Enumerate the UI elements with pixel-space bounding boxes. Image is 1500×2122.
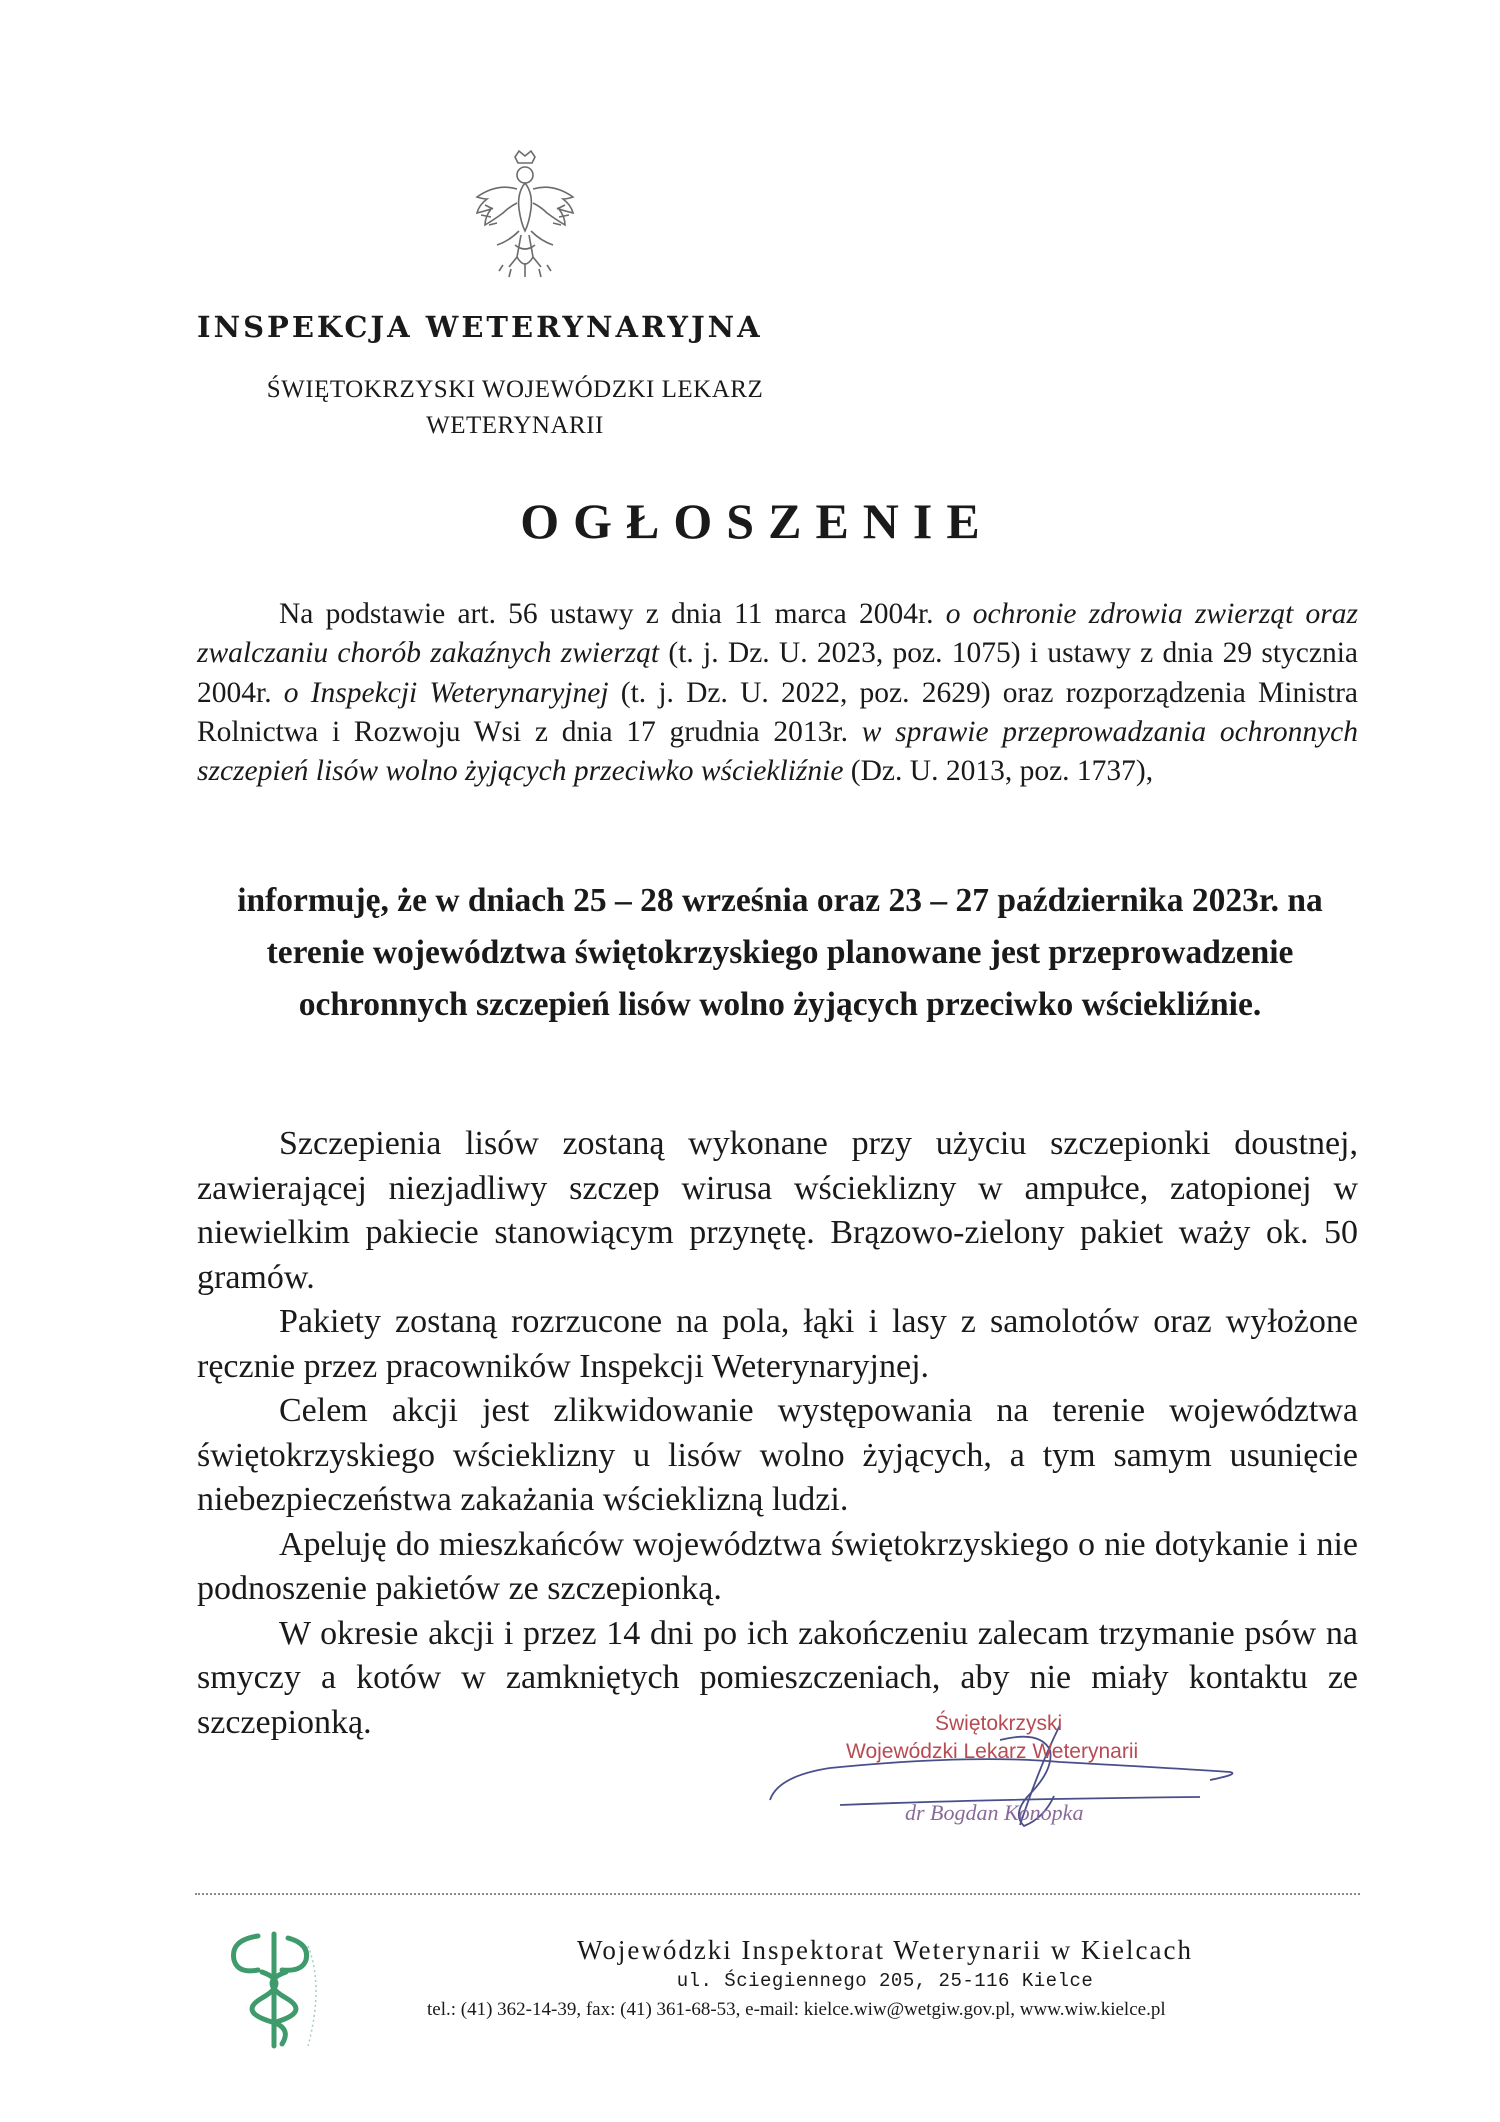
stamp-line-1: Świętokrzyski: [935, 1712, 1063, 1735]
organization-name: INSPEKCJA WETERYNARYJNA: [197, 310, 763, 344]
paragraph-pet-advice: W okresie akcji i przez 14 dni po ich zakończeniu zalecam trzymanie psów na smyczy a kotów w zamkniętych pomieszczeniach, aby nie miały kontaktu ze szczepionką.: [197, 1614, 1358, 1741]
authority-line-1: ŚWIĘTOKRZYSKI WOJEWÓDZKI LEKARZ: [266, 376, 764, 403]
intro-law-title-3: w sprawie przeprowadzania ochronnych szczepień lisów wolno żyjących przeciwko wściekliźnie: [197, 715, 1359, 788]
footer-address: ul. Ściegiennego 205, 25-116 Kielce: [676, 1970, 1094, 1992]
intro-law-title-1: o ochronie zdrowia zwierząt oraz zwalczaniu chorób zakaźnych zwierząt: [197, 598, 1358, 670]
footer-divider: [195, 1893, 1360, 1895]
legal-basis-paragraph: [197, 595, 1358, 791]
caduceus-icon: [218, 1926, 328, 2056]
document-title: OGŁOSZENIE: [520, 493, 994, 549]
stamp-line-2: Wojewódzki Lekarz Weterynarii: [846, 1740, 1139, 1763]
footer-contact: tel.: (41) 362-14-39, fax: (41) 361-68-53, e-mail: kielce.wiw@wetgiw.gov.pl, www.wiw.kielce.pl: [427, 1999, 1166, 2020]
authority-title: [215, 372, 815, 444]
announcement-statement: informuję, że w dniach 25 – 28 września oraz 23 – 27 października 2023r. na terenie województwa świętokrzyskiego planowane jest przeprowadzenie ochronnych szczepień lisów wolno żyjących przeciwko wściekliźnie.: [237, 882, 1323, 1023]
body-text: [197, 1122, 1358, 1745]
stamp-signatory: dr Bogdan Konopka: [905, 1800, 1084, 1825]
authority-line-2: WETERYNARII: [426, 412, 604, 439]
paragraph-vaccine-description: Szczepienia lisów zostaną wykonane przy użyciu szczepionki doustnej, zawierającej niezjadliwy szczep wirusa wścieklizny w ampułce, zatopionej w niewielkim pakiecie stanowiącym przynętę. Brązowo-zielony pakiet waży ok. 50 gramów.: [197, 1125, 1358, 1296]
intro-text-1: Na podstawie art. 56 ustawy z dnia 11 marca 2004r.: [279, 598, 946, 630]
intro-text-2: (t. j. Dz. U. 2023, poz. 1075) i ustawy z dnia 29 stycznia 2004r.: [197, 637, 1359, 709]
intro-text-3: (t. j. Dz. U. 2022, poz. 2629) oraz rozporządzenia Ministra Rolnictwa i Rozwoju Wsi z dnia 17 grudnia 2013r.: [197, 676, 1359, 748]
footer-organization: Wojewódzki Inspektorat Weterynarii w Kielcach: [577, 1935, 1193, 1965]
intro-text-4: (Dz. U. 2013, poz. 1737),: [843, 755, 1154, 788]
paragraph-goal: Celem akcji jest zlikwidowanie występowania na terenie województwa świętokrzyskiego wścieklizny u lisów wolno żyjących, a tym samym usunięcie niebezpieczeństwa zakażania wścieklizną ludzi.: [197, 1392, 1358, 1518]
paragraph-appeal: Apeluję do mieszkańców województwa świętokrzyskiego o nie dotykanie i nie podnoszenie pakietów ze szczepionką.: [197, 1525, 1358, 1607]
paragraph-distribution: Pakiety zostaną rozrzucone na pola, łąki i lasy z samolotów oraz wyłożone ręcznie przez pracowników Inspekcji Weterynaryjnej.: [197, 1303, 1358, 1385]
polish-eagle-icon: [455, 145, 595, 285]
intro-law-title-2: o Inspekcji Weterynaryjnej: [283, 676, 609, 709]
